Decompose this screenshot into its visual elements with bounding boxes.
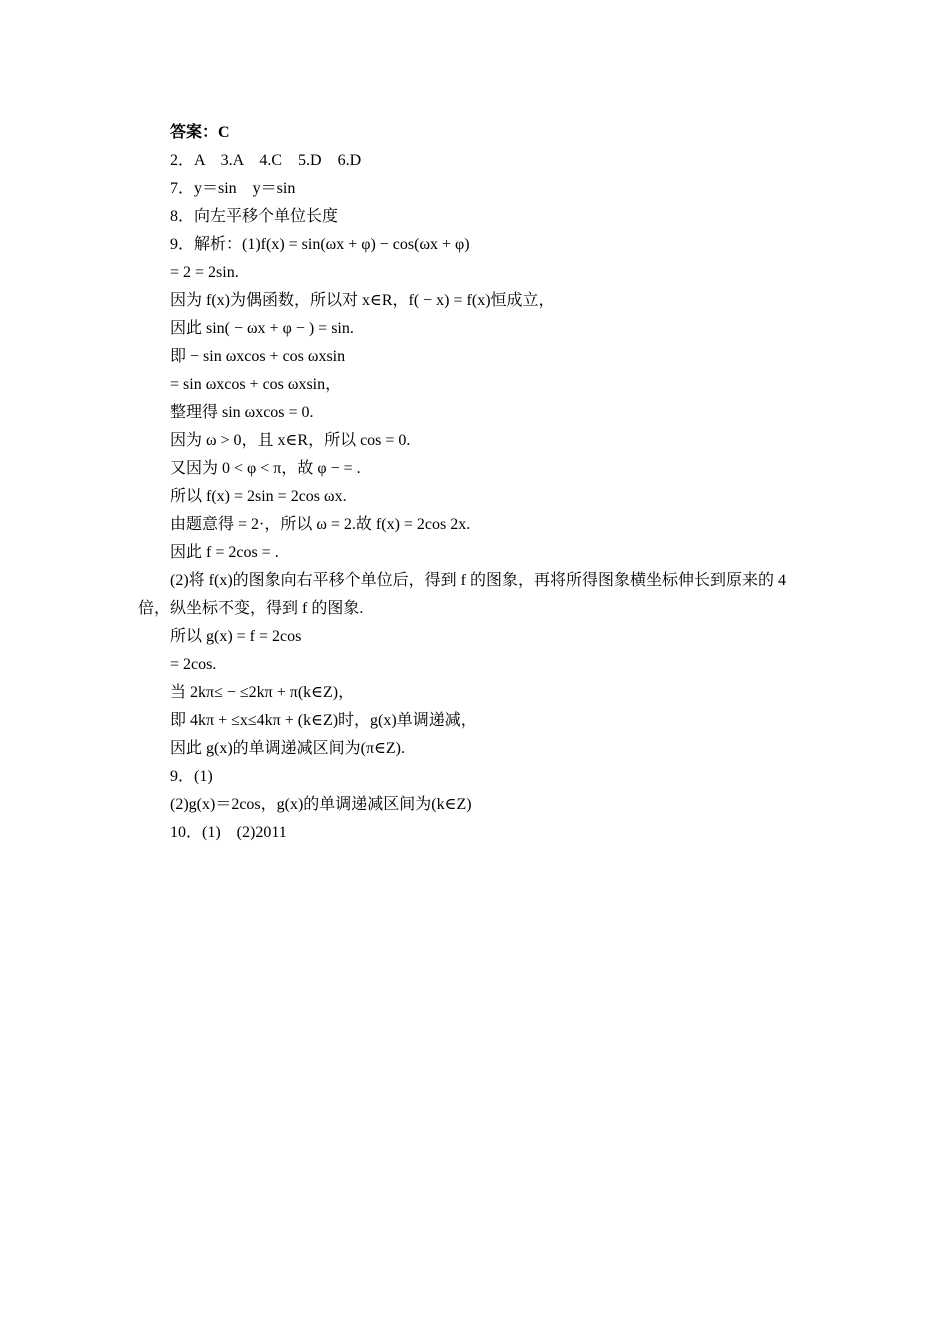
solution-line: = 2 = 2sin. bbox=[170, 264, 239, 281]
solution-9-start: 9．解析：(1)f(x) = sin(ωx + φ) − cos(ωx + φ) bbox=[170, 236, 470, 253]
solution-line: 所以 f(x) = 2sin = 2cos ωx. bbox=[170, 488, 347, 505]
answer-line-9-2: (2)g(x)＝2cos，g(x)的单调递减区间为(k∈Z) bbox=[170, 796, 472, 813]
solution-line: 整理得 sin ωxcos = 0. bbox=[170, 404, 314, 421]
solution-line: 即 4kπ + ≤x≤4kπ + (k∈Z)时，g(x)单调递减， bbox=[170, 712, 477, 729]
solution-line: 即 − sin ωxcos + cos ωxsin bbox=[170, 348, 346, 365]
solution-line-continued: 倍，纵坐标不变，得到 f 的图象. bbox=[138, 600, 364, 617]
answer-line-9: 9．(1) bbox=[170, 768, 213, 785]
answer-line-2-6: 2．A 3.A 4.C 5.D 6.D bbox=[170, 152, 362, 169]
solution-line: 因此 f = 2cos = . bbox=[170, 544, 279, 561]
solution-part-2-start: (2)将 f(x)的图象向右平移个单位后，得到 f 的图象，再将所得图象横坐标伸长到原来的 4 bbox=[170, 572, 786, 589]
solution-line: 由题意得 = 2·，所以 ω = 2.故 f(x) = 2cos 2x. bbox=[170, 516, 471, 533]
solution-line: = sin ωxcos + cos ωxsin， bbox=[170, 376, 342, 393]
answer-line-7: 7．y＝sin y＝sin bbox=[170, 180, 296, 197]
solution-line: 因此 g(x)的单调递减区间为(π∈Z). bbox=[170, 740, 406, 757]
answer-line-10: 10．(1) (2)2011 bbox=[170, 824, 287, 841]
solution-line: 又因为 0 < φ < π，故 φ − = . bbox=[170, 460, 361, 477]
solution-line: 因为 f(x)为偶函数，所以对 x∈R，f( − x) = f(x)恒成立， bbox=[170, 292, 555, 309]
solution-line: 所以 g(x) = f = 2cos bbox=[170, 628, 302, 645]
answer-line-8: 8．向左平移个单位长度 bbox=[170, 208, 339, 225]
solution-line: = 2cos. bbox=[170, 656, 217, 673]
solution-line: 因此 sin( − ωx + φ − ) = sin. bbox=[170, 320, 354, 337]
solution-line: 当 2kπ≤ − ≤2kπ + π(k∈Z)， bbox=[170, 684, 355, 701]
solution-line: 因为 ω > 0，且 x∈R，所以 cos = 0. bbox=[170, 432, 411, 449]
answer-heading: 答案：C bbox=[170, 124, 230, 141]
